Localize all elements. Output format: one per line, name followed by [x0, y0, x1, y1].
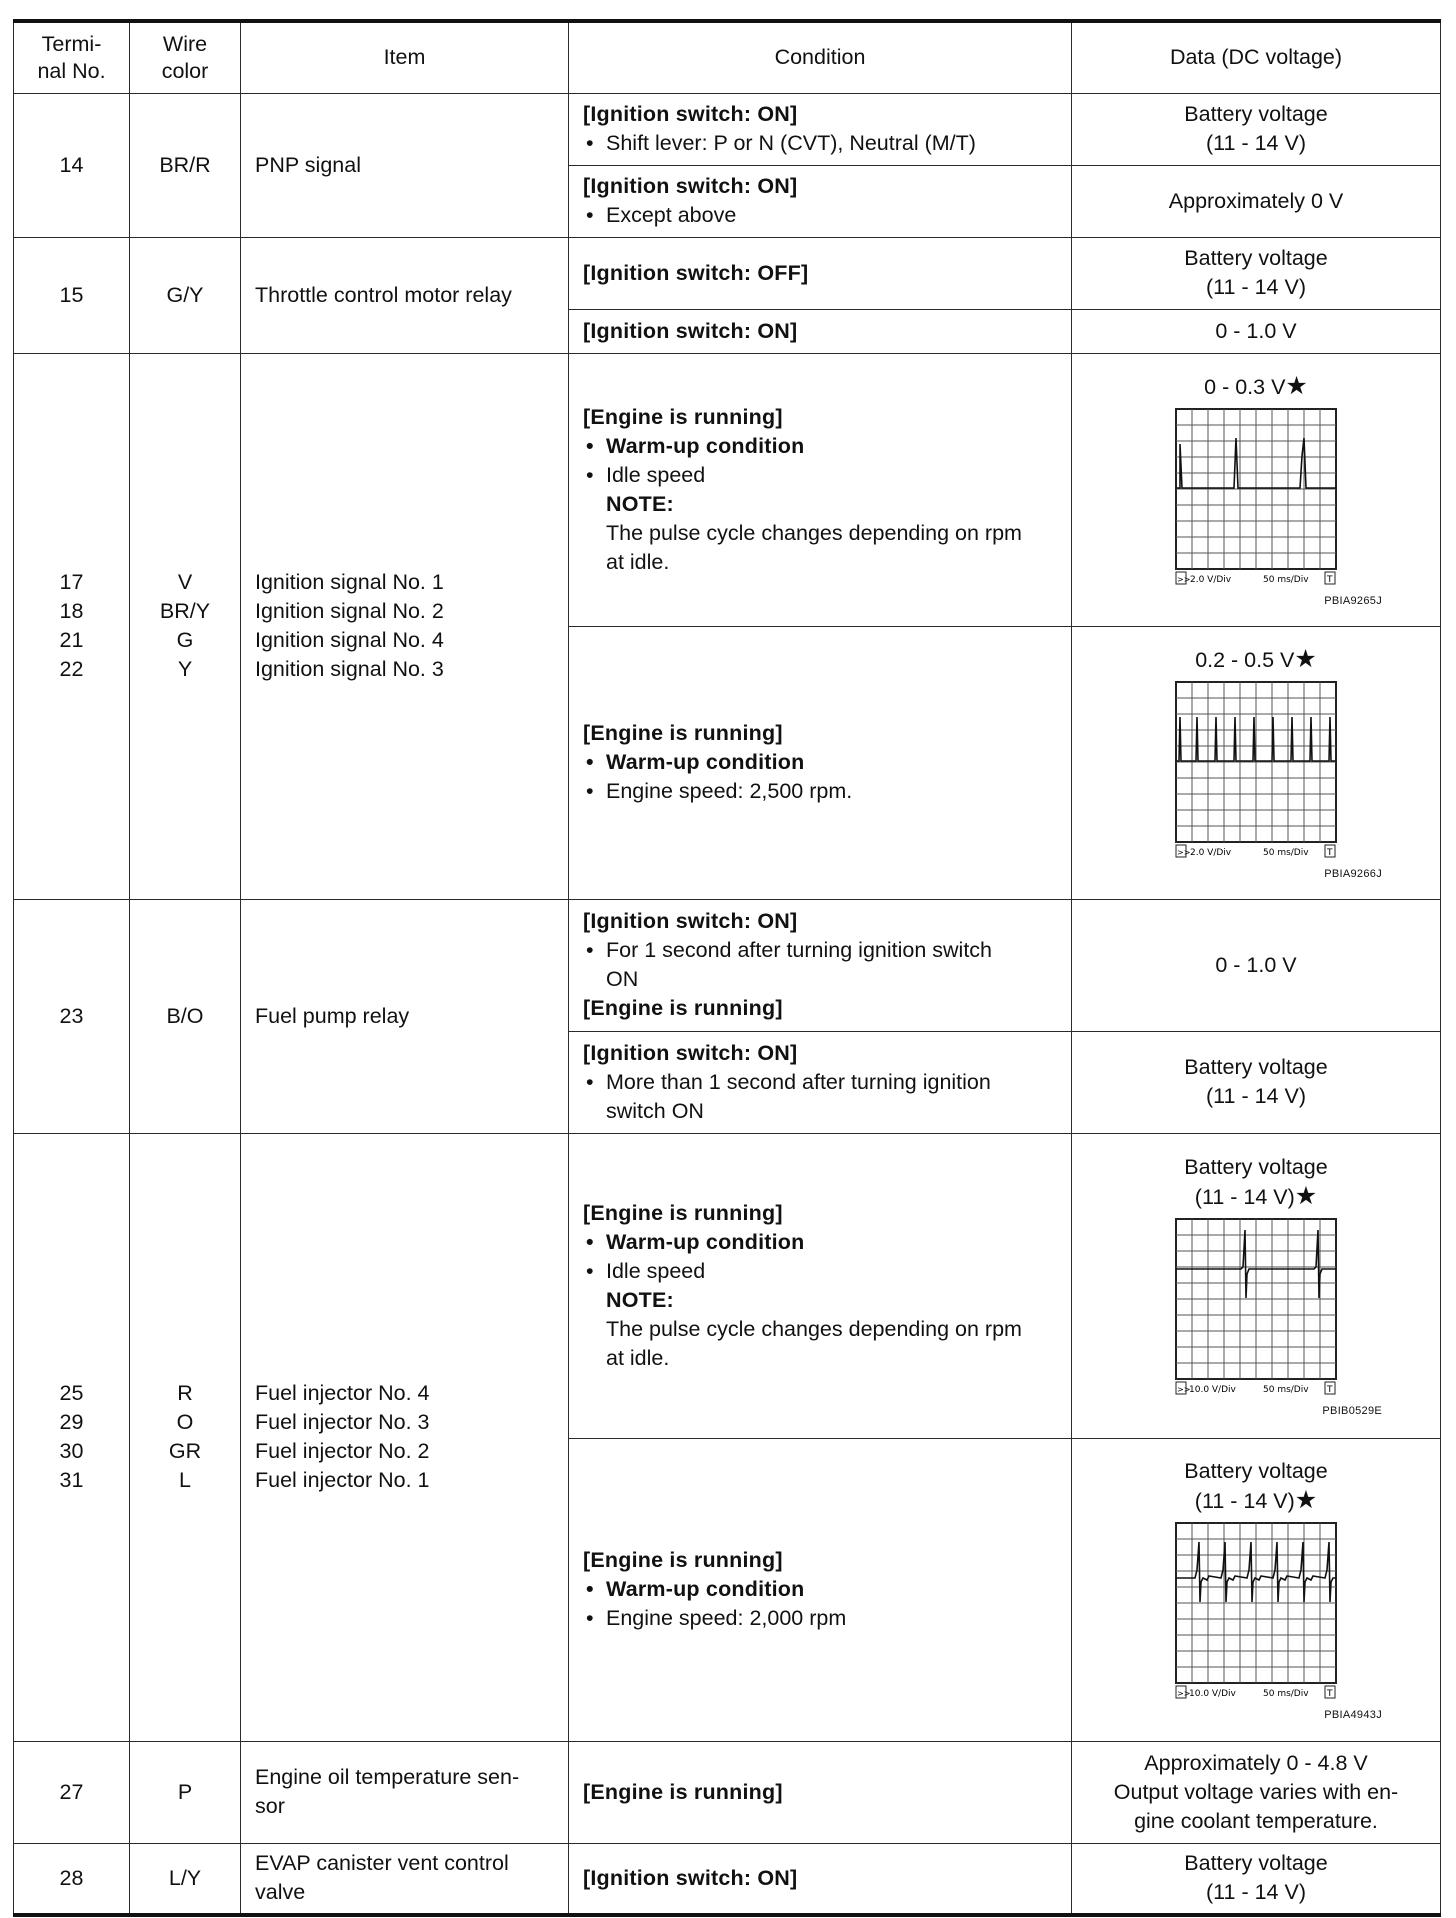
svg-text:50 ms/Div: 50 ms/Div [1263, 1385, 1309, 1395]
header-data: Data (DC voltage) [1072, 21, 1441, 93]
svg-text:>>: >> [1177, 1689, 1191, 1698]
svg-text:T: T [1327, 847, 1333, 858]
condition-bullet: • More than 1 second after turning ignition [583, 1068, 1057, 1097]
condition-heading: [Engine is running] [583, 404, 783, 429]
waveform-scale-bar [1176, 572, 1335, 585]
svg-text:2.0 V/Div: 2.0 V/Div [1190, 574, 1232, 585]
condition-bullet: • Warm-up condition [583, 1228, 1057, 1257]
waveform-value: (11 - 14 V)★ [1194, 1486, 1318, 1514]
waveform-scale-bar [1176, 1382, 1335, 1395]
svg-text:50 ms/Div: 50 ms/Div [1263, 847, 1309, 858]
ecm-terminal-table [13, 19, 1441, 1917]
wire-color-cell: B/O [130, 899, 241, 1133]
terminal-cell: 23 [14, 899, 130, 1133]
wire-color-cell: BR/R [130, 93, 241, 237]
wire-color-cell: L/Y [130, 1843, 241, 1915]
data-cell: Battery voltage (11 - 14 V) [1072, 1031, 1441, 1133]
waveform-scale-bar [1176, 1686, 1335, 1699]
data-cell [1072, 1133, 1441, 1438]
item-cell: Ignition signal No. 1 Ignition signal No. 2 Ignition signal No. 4 Ignition signal No. 3 [241, 353, 569, 899]
condition-cell [569, 165, 1072, 237]
terminal-cell: 15 [14, 237, 130, 353]
svg-text:50 ms/Div: 50 ms/Div [1263, 574, 1309, 585]
header-item: Item [241, 21, 569, 93]
figure-code: PBIA9266J [1324, 867, 1382, 880]
condition-heading: [Ignition switch: ON] [569, 309, 1072, 353]
oscilloscope-waveform-injector-idle [1175, 1218, 1337, 1396]
condition-bullet: • Idle speed [583, 461, 1057, 490]
star-icon: ★ [1294, 644, 1317, 673]
item-cell: Engine oil temperature sen- sor [241, 1741, 569, 1843]
table-row [14, 237, 1441, 309]
oscilloscope-waveform-idle [1175, 408, 1337, 586]
condition-heading: [Engine is running] [569, 1741, 1072, 1843]
condition-heading: [Engine is running] [583, 996, 783, 1020]
data-cell: 0 - 1.0 V [1072, 899, 1441, 1031]
waveform-label: Battery voltage [1184, 1459, 1328, 1483]
wire-color-cell: R O GR L [130, 1133, 241, 1741]
condition-bullet: • Engine speed: 2,000 rpm [583, 1604, 1057, 1633]
waveform-label: Battery voltage [1184, 1155, 1328, 1179]
terminal-cell: 28 [14, 1843, 130, 1915]
item-cell: Fuel pump relay [241, 899, 569, 1133]
item-cell: EVAP canister vent control valve [241, 1843, 569, 1915]
svg-text:50 ms/Div: 50 ms/Div [1263, 1689, 1309, 1699]
star-icon: ★ [1294, 1182, 1318, 1210]
oscilloscope-waveform-2500rpm [1175, 681, 1337, 859]
condition-bullet: • Shift lever: P or N (CVT), Neutral (M/T) [583, 129, 1057, 158]
condition-bullet: • For 1 second after turning ignition switch [583, 936, 1057, 965]
waveform-scale-bar [1176, 845, 1335, 858]
note-text: The pulse cycle changes depending on rpm [606, 520, 1022, 545]
note-text: The pulse cycle changes depending on rpm [606, 1316, 1022, 1341]
table-row [14, 1741, 1441, 1843]
data-cell: Approximately 0 V [1072, 165, 1441, 237]
condition-heading: [Ignition switch: ON] [569, 1843, 1072, 1915]
header-terminal: Termi- nal No. [14, 21, 130, 93]
condition-heading: [Ignition switch: ON] [583, 1040, 798, 1065]
star-icon: ★ [1294, 1486, 1318, 1514]
condition-cell [569, 899, 1072, 1031]
terminal-cell: 17 18 21 22 [14, 353, 130, 899]
data-cell: 0 - 1.0 V [1072, 309, 1441, 353]
condition-heading: [Engine is running] [583, 1200, 783, 1225]
svg-text:>>: >> [1177, 1385, 1191, 1394]
condition-bullet: • Engine speed: 2,500 rpm. [583, 777, 1057, 806]
note-label: NOTE: [606, 1287, 674, 1312]
condition-heading: [Ignition switch: ON] [583, 102, 798, 126]
condition-cell [569, 626, 1072, 899]
data-cell: Battery voltage (11 - 14 V) [1072, 237, 1441, 309]
data-cell: Approximately 0 - 4.8 V Output voltage varies with en- gine coolant temperature. [1072, 1741, 1441, 1843]
note-text: at idle. [606, 1345, 670, 1370]
condition-cell [569, 1133, 1072, 1438]
condition-bullet: • Warm-up condition [583, 1575, 1057, 1604]
data-cell [1072, 1438, 1441, 1741]
waveform-value: 0 - 0.3 V★ [1204, 371, 1308, 400]
data-cell: Battery voltage (11 - 14 V) [1072, 1843, 1441, 1915]
table-row [14, 93, 1441, 165]
wire-color-cell: P [130, 1741, 241, 1843]
condition-heading: [Ignition switch: ON] [583, 909, 798, 933]
header-wire-color: Wire color [130, 21, 241, 93]
terminal-cell: 27 [14, 1741, 130, 1843]
svg-text:T: T [1327, 1385, 1333, 1395]
condition-cell [569, 1031, 1072, 1133]
terminal-cell: 25 29 30 31 [14, 1133, 130, 1741]
terminal-cell: 14 [14, 93, 130, 237]
note-text: at idle. [606, 549, 670, 574]
figure-code: PBIA9265J [1324, 594, 1382, 607]
table-row [14, 1843, 1441, 1915]
header-row [14, 21, 1441, 93]
svg-text:10.0 V/Div: 10.0 V/Div [1189, 1385, 1236, 1395]
condition-cell [569, 1438, 1072, 1741]
condition-bullet: • Idle speed [583, 1257, 1057, 1286]
wire-color-cell: V BR/Y G Y [130, 353, 241, 899]
data-cell: Battery voltage (11 - 14 V) [1072, 93, 1441, 165]
waveform-value: 0.2 - 0.5 V★ [1195, 644, 1317, 673]
condition-bullet-cont: ON [606, 967, 639, 991]
svg-text:T: T [1327, 1689, 1333, 1699]
table-row [14, 353, 1441, 626]
svg-text:2.0 V/Div: 2.0 V/Div [1190, 847, 1232, 858]
figure-code: PBIA4943J [1324, 1709, 1382, 1721]
svg-text:10.0 V/Div: 10.0 V/Div [1189, 1689, 1236, 1699]
condition-cell [569, 353, 1072, 626]
condition-bullet: • Warm-up condition [583, 748, 1057, 777]
wire-color-cell: G/Y [130, 237, 241, 353]
condition-heading: [Ignition switch: ON] [583, 174, 798, 198]
data-cell [1072, 353, 1441, 626]
item-cell: PNP signal [241, 93, 569, 237]
waveform-value: (11 - 14 V)★ [1194, 1182, 1318, 1210]
figure-code: PBIB0529E [1322, 1405, 1382, 1417]
oscilloscope-waveform-injector-2000rpm [1175, 1522, 1337, 1700]
note-label: NOTE: [606, 491, 674, 516]
condition-cell [569, 93, 1072, 165]
condition-heading: [Engine is running] [583, 1548, 783, 1572]
condition-bullet: • Except above [583, 201, 1057, 230]
svg-text:>>: >> [1177, 574, 1191, 584]
table-row [14, 1133, 1441, 1438]
condition-heading: [Engine is running] [583, 721, 783, 745]
header-condition: Condition [569, 21, 1072, 93]
condition-bullet-cont: switch ON [606, 1098, 704, 1123]
svg-text:>>: >> [1177, 847, 1191, 857]
table-row [14, 899, 1441, 1031]
svg-text:T: T [1327, 574, 1333, 585]
data-cell [1072, 626, 1441, 899]
star-icon: ★ [1285, 371, 1308, 400]
condition-heading: [Ignition switch: OFF] [569, 237, 1072, 309]
item-cell: Fuel injector No. 4 Fuel injector No. 3 Fuel injector No. 2 Fuel injector No. 1 [241, 1133, 569, 1741]
condition-bullet: • Warm-up condition [583, 432, 1057, 461]
item-cell: Throttle control motor relay [241, 237, 569, 353]
